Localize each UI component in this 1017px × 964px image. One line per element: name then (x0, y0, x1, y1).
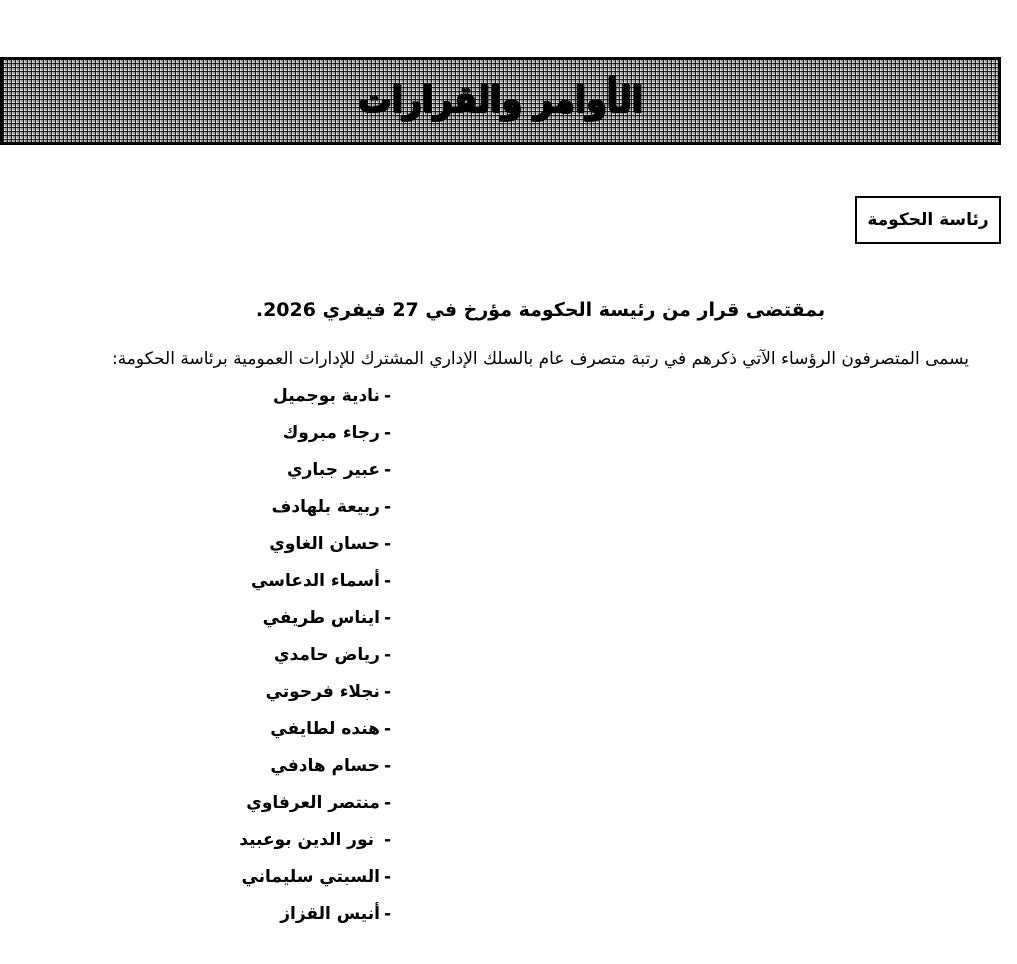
decree-reference-line: بمقتضى قرار من رئيسة الحكومة مؤرخ في 27 فيفري 2026. (255, 299, 826, 321)
list-item-marker: - (383, 645, 391, 666)
list-item-label: حسان الغاوي (269, 534, 380, 555)
list-item (80, 647, 391, 684)
list-item-marker: - (383, 386, 391, 407)
list-item-marker: - (383, 867, 391, 888)
list-item-marker: - (383, 682, 391, 703)
list-item (80, 388, 391, 425)
list-item (80, 425, 391, 462)
list-item-label: السبتي سليماني (241, 867, 380, 888)
list-item-label: رياض حامدي (274, 645, 380, 666)
list-item-marker: - (383, 830, 391, 851)
list-item-label: أسماء الدعاسي (251, 571, 380, 592)
appointed-names-list (80, 388, 1001, 943)
list-item (80, 795, 391, 832)
decree-intro-paragraph: يسمى المتصرفون الرؤساء الآتي ذكرهم في رتبة متصرف عام بالسلك الإداري المشترك للإدارات العمومية برئاسة الحكومة: (111, 348, 970, 369)
department-box (855, 196, 1001, 244)
list-item-label: حسام هادفي (270, 756, 380, 777)
list-item (80, 684, 391, 721)
list-item-marker: - (383, 756, 391, 777)
list-item (80, 721, 391, 758)
page-title: الأوامر والقرارات (358, 80, 643, 121)
list-item-label: نجلاء فرحوتي (265, 682, 380, 703)
list-item-marker: - (383, 719, 391, 740)
list-item-label: رجاء مبروك (282, 423, 380, 444)
page-header-banner (0, 57, 1001, 145)
document-body (0, 297, 1017, 943)
list-item (80, 758, 391, 795)
list-item (80, 869, 391, 906)
list-item-marker: - (383, 534, 391, 555)
list-item-label: ربيعة بلهادف (271, 497, 380, 518)
list-item (80, 573, 391, 610)
list-item-label: ايناس طريفي (262, 608, 380, 629)
list-item-label: هنده لطايفي (270, 719, 380, 740)
list-item-marker: - (383, 608, 391, 629)
list-item-marker: - (383, 904, 391, 925)
list-item (80, 610, 391, 647)
list-item-label: نادية بوجميل (273, 386, 380, 407)
list-item-marker: - (383, 571, 391, 592)
department-label: رئاسة الحكومة (867, 209, 989, 230)
list-item (80, 462, 391, 499)
list-item-label: عبير جباري (287, 460, 380, 481)
list-item-marker: - (383, 460, 391, 481)
list-item (80, 906, 391, 943)
list-item-label: أنيس القزاز (280, 904, 380, 925)
list-item-marker: - (383, 793, 391, 814)
list-item-label: نور الدين بوعبيد (239, 830, 380, 851)
list-item-marker: - (383, 423, 391, 444)
list-item-label: منتصر العرفاوي (246, 793, 380, 814)
list-item (80, 499, 391, 536)
list-item (80, 536, 391, 573)
list-item-marker: - (383, 497, 391, 518)
list-item (80, 832, 391, 869)
